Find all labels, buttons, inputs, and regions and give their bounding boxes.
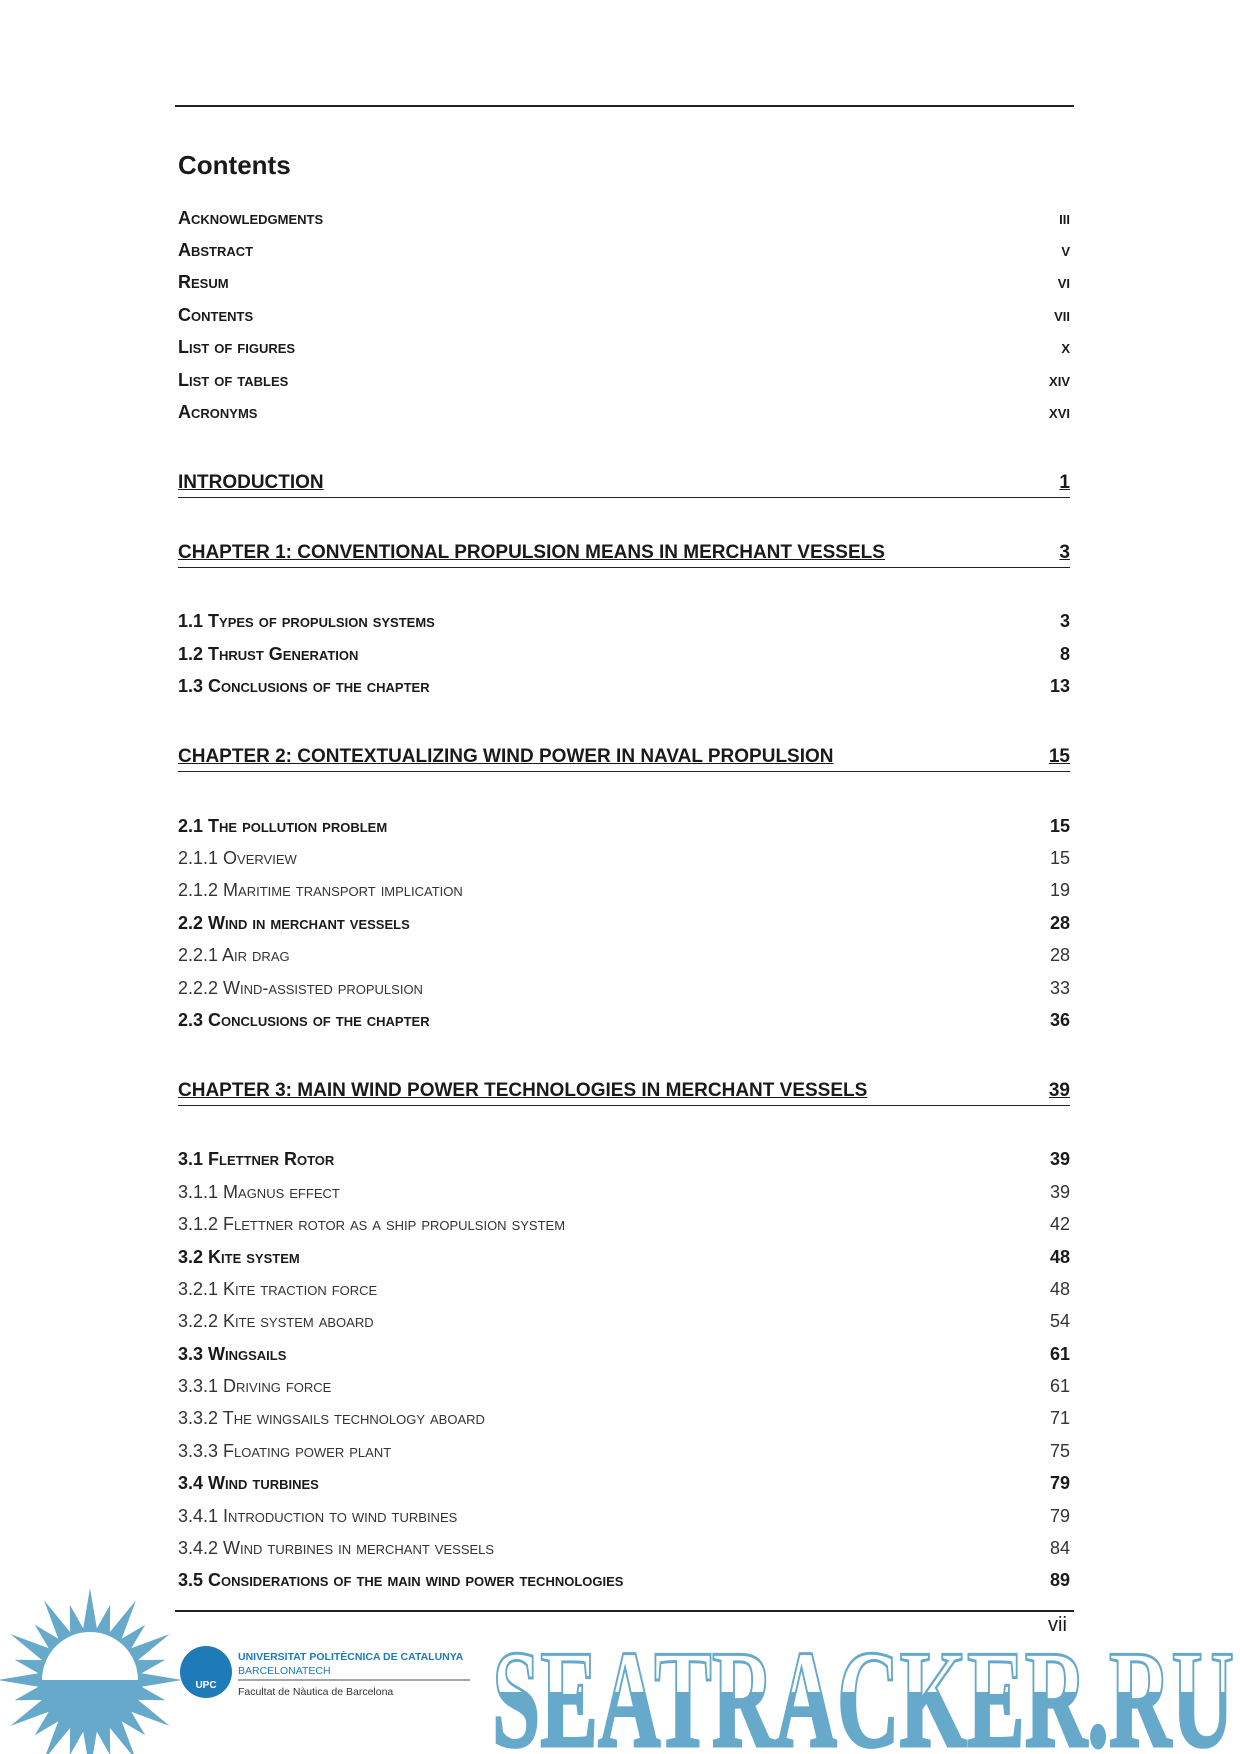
toc-chapter[interactable] bbox=[178, 466, 1070, 498]
toc-section[interactable] bbox=[178, 810, 1070, 842]
toc-entry-page: 75 bbox=[1049, 1440, 1070, 1461]
toc-entry-page: 42 bbox=[1049, 1214, 1070, 1235]
toc-subsection[interactable] bbox=[178, 1176, 1070, 1208]
toc-entry-page: xvi bbox=[1049, 402, 1070, 423]
toc-entry-page: 61 bbox=[1049, 1376, 1070, 1397]
toc-entry-page: x bbox=[1061, 337, 1070, 358]
toc-chapter[interactable] bbox=[178, 536, 1070, 568]
toc-entry-label: Abstract bbox=[178, 240, 254, 261]
toc-entry-page: 48 bbox=[1049, 1246, 1070, 1267]
toc-front-matter-item[interactable] bbox=[178, 299, 1070, 331]
toc-entry-page: 28 bbox=[1049, 945, 1070, 966]
toc-front-matter-item[interactable] bbox=[178, 364, 1070, 396]
toc-front-matter-item[interactable] bbox=[178, 332, 1070, 364]
toc-entry-label: 2.1.2 Maritime transport implication bbox=[178, 880, 463, 901]
toc-section[interactable] bbox=[178, 606, 1070, 638]
toc-entry-page: 33 bbox=[1049, 977, 1070, 998]
toc-entry-label: 2.3 Conclusions of the chapter bbox=[178, 1009, 430, 1030]
logo-university: UNIVERSITAT POLITÈCNICA DE CATALUNYA bbox=[238, 1651, 464, 1663]
toc-entry-label: Contents bbox=[178, 304, 254, 325]
toc-entry-label: INTRODUCTION bbox=[178, 471, 324, 493]
toc-entry-page: 39 bbox=[1048, 1079, 1070, 1101]
toc-entry-page: v bbox=[1061, 240, 1070, 261]
toc-entry-label: 1.1 Types of propulsion systems bbox=[178, 611, 435, 632]
toc-entry-page: 3 bbox=[1059, 541, 1070, 563]
toc-entry-page: 39 bbox=[1049, 1149, 1070, 1170]
toc-entry-label: Acknowledgments bbox=[178, 207, 324, 228]
toc-entry-label: Resum bbox=[178, 272, 229, 293]
toc-subsection[interactable] bbox=[178, 1403, 1070, 1435]
toc-entry-label: 3.2.1 Kite traction force bbox=[178, 1278, 378, 1299]
toc-entry-page: 1 bbox=[1059, 471, 1070, 493]
toc-front-matter-item[interactable] bbox=[178, 396, 1070, 428]
toc-entry-label: List of figures bbox=[178, 337, 296, 358]
toc-entry-page: 15 bbox=[1049, 847, 1070, 868]
toc-entry-page: iii bbox=[1059, 207, 1070, 228]
toc-section[interactable] bbox=[178, 671, 1070, 703]
toc-entry-page: vii bbox=[1054, 304, 1070, 325]
toc-section[interactable] bbox=[178, 907, 1070, 939]
toc-entry-label: 3.3 Wingsails bbox=[178, 1343, 287, 1364]
toc-subsection[interactable] bbox=[178, 842, 1070, 874]
toc-entry-label: 2.2.2 Wind-assisted propulsion bbox=[178, 977, 423, 998]
toc-entry-page: 3 bbox=[1059, 611, 1070, 632]
toc-entry-page: 36 bbox=[1049, 1009, 1070, 1030]
toc-subsection[interactable] bbox=[178, 1370, 1070, 1402]
toc-entry-page: 39 bbox=[1049, 1181, 1070, 1202]
toc-entry-page: 8 bbox=[1059, 643, 1070, 664]
toc-entry-page: 15 bbox=[1049, 815, 1070, 836]
page-number: vii bbox=[1048, 1614, 1067, 1636]
page-title: Contents bbox=[178, 150, 291, 180]
toc-subsection[interactable] bbox=[178, 875, 1070, 907]
toc-entry-page: xiv bbox=[1049, 369, 1070, 390]
toc-section[interactable] bbox=[178, 1338, 1070, 1370]
toc-entry-page: 13 bbox=[1049, 676, 1070, 697]
logo-barcelonatech: BARCELONATECH bbox=[238, 1665, 331, 1677]
toc-entry-page: 89 bbox=[1049, 1570, 1070, 1591]
toc-entry-page: 54 bbox=[1049, 1311, 1070, 1332]
toc-entry-label: 3.2.2 Kite system aboard bbox=[178, 1311, 374, 1332]
toc-chapter[interactable] bbox=[178, 1074, 1070, 1106]
toc-entry-label: 3.3.3 Floating power plant bbox=[178, 1440, 392, 1461]
toc-entry-label: 3.4.1 Introduction to wind turbines bbox=[178, 1505, 458, 1526]
toc-subsection[interactable] bbox=[178, 1435, 1070, 1467]
toc-entry-label: List of tables bbox=[178, 369, 289, 390]
toc-entry-page: 19 bbox=[1049, 880, 1070, 901]
toc-section[interactable] bbox=[178, 1144, 1070, 1176]
table-of-contents bbox=[178, 202, 1070, 1597]
toc-front-matter-item[interactable] bbox=[178, 234, 1070, 266]
toc-entry-label: 3.3.2 The wingsails technology aboard bbox=[178, 1408, 485, 1429]
toc-section[interactable] bbox=[178, 638, 1070, 670]
watermark bbox=[0, 1580, 1240, 1754]
toc-section[interactable] bbox=[178, 1004, 1070, 1036]
toc-subsection[interactable] bbox=[178, 939, 1070, 971]
toc-entry-label: 3.4 Wind turbines bbox=[178, 1473, 319, 1494]
toc-subsection[interactable] bbox=[178, 1306, 1070, 1338]
toc-entry-page: 61 bbox=[1049, 1343, 1070, 1364]
sun-icon bbox=[0, 1588, 182, 1754]
toc-entry-label: 1.3 Conclusions of the chapter bbox=[178, 676, 430, 697]
toc-subsection[interactable] bbox=[178, 1500, 1070, 1532]
toc-front-matter-item[interactable] bbox=[178, 267, 1070, 299]
toc-entry-page: 79 bbox=[1049, 1505, 1070, 1526]
toc-entry-label: CHAPTER 1: CONVENTIONAL PROPULSION MEANS IN MERCHANT VESSELS bbox=[178, 541, 885, 563]
toc-entry-page: 15 bbox=[1048, 745, 1070, 767]
toc-entry-page: 28 bbox=[1049, 912, 1070, 933]
toc-entry-label: 1.2 Thrust Generation bbox=[178, 643, 359, 664]
toc-entry-page: 71 bbox=[1049, 1408, 1070, 1429]
toc-entry-page: 48 bbox=[1049, 1278, 1070, 1299]
upc-mark: UPC bbox=[195, 1680, 217, 1691]
toc-entry-label: 3.1.1 Magnus effect bbox=[178, 1181, 340, 1202]
upc-logo bbox=[180, 1646, 470, 1698]
toc-entry-page: vi bbox=[1057, 272, 1070, 293]
toc-chapter[interactable] bbox=[178, 740, 1070, 772]
toc-entry-label: 2.1 The pollution problem bbox=[178, 815, 388, 836]
toc-subsection[interactable] bbox=[178, 1532, 1070, 1564]
toc-entry-label: 3.4.2 Wind turbines in merchant vessels bbox=[178, 1538, 495, 1559]
toc-entry-label: 2.2.1 Air drag bbox=[178, 945, 290, 966]
toc-entry-label: 3.3.1 Driving force bbox=[178, 1376, 332, 1397]
toc-entry-label: 3.1.2 Flettner rotor as a ship propulsion system bbox=[178, 1214, 566, 1235]
toc-entry-label: 3.5 Considerations of the main wind power technologies bbox=[178, 1570, 624, 1591]
toc-entry-label: 3.1 Flettner Rotor bbox=[178, 1149, 335, 1170]
toc-subsection[interactable] bbox=[178, 972, 1070, 1004]
toc-section[interactable] bbox=[178, 1468, 1070, 1500]
toc-front-matter-item[interactable] bbox=[178, 202, 1070, 234]
header-rule bbox=[175, 105, 1074, 107]
toc-entry-page: 79 bbox=[1049, 1473, 1070, 1494]
toc-entry-label: Acronyms bbox=[178, 402, 258, 423]
watermark-text: SEATRACKER.RU bbox=[492, 1622, 1234, 1754]
toc-entry-label: 2.2 Wind in merchant vessels bbox=[178, 912, 410, 933]
toc-entry-label: CHAPTER 2: CONTEXTUALIZING WIND POWER IN NAVAL PROPULSION bbox=[178, 745, 834, 767]
toc-subsection[interactable] bbox=[178, 1208, 1070, 1240]
toc-entry-label: CHAPTER 3: MAIN WIND POWER TECHNOLOGIES IN MERCHANT VESSELS bbox=[178, 1079, 868, 1101]
toc-entry-label: 2.1.1 Overview bbox=[178, 847, 297, 868]
toc-entry-label: 3.2 Kite system bbox=[178, 1246, 300, 1267]
logo-faculty: Facultat de Nàutica de Barcelona bbox=[238, 1686, 394, 1698]
toc-subsection[interactable] bbox=[178, 1273, 1070, 1305]
toc-entry-page: 84 bbox=[1049, 1538, 1070, 1559]
toc-section[interactable] bbox=[178, 1241, 1070, 1273]
